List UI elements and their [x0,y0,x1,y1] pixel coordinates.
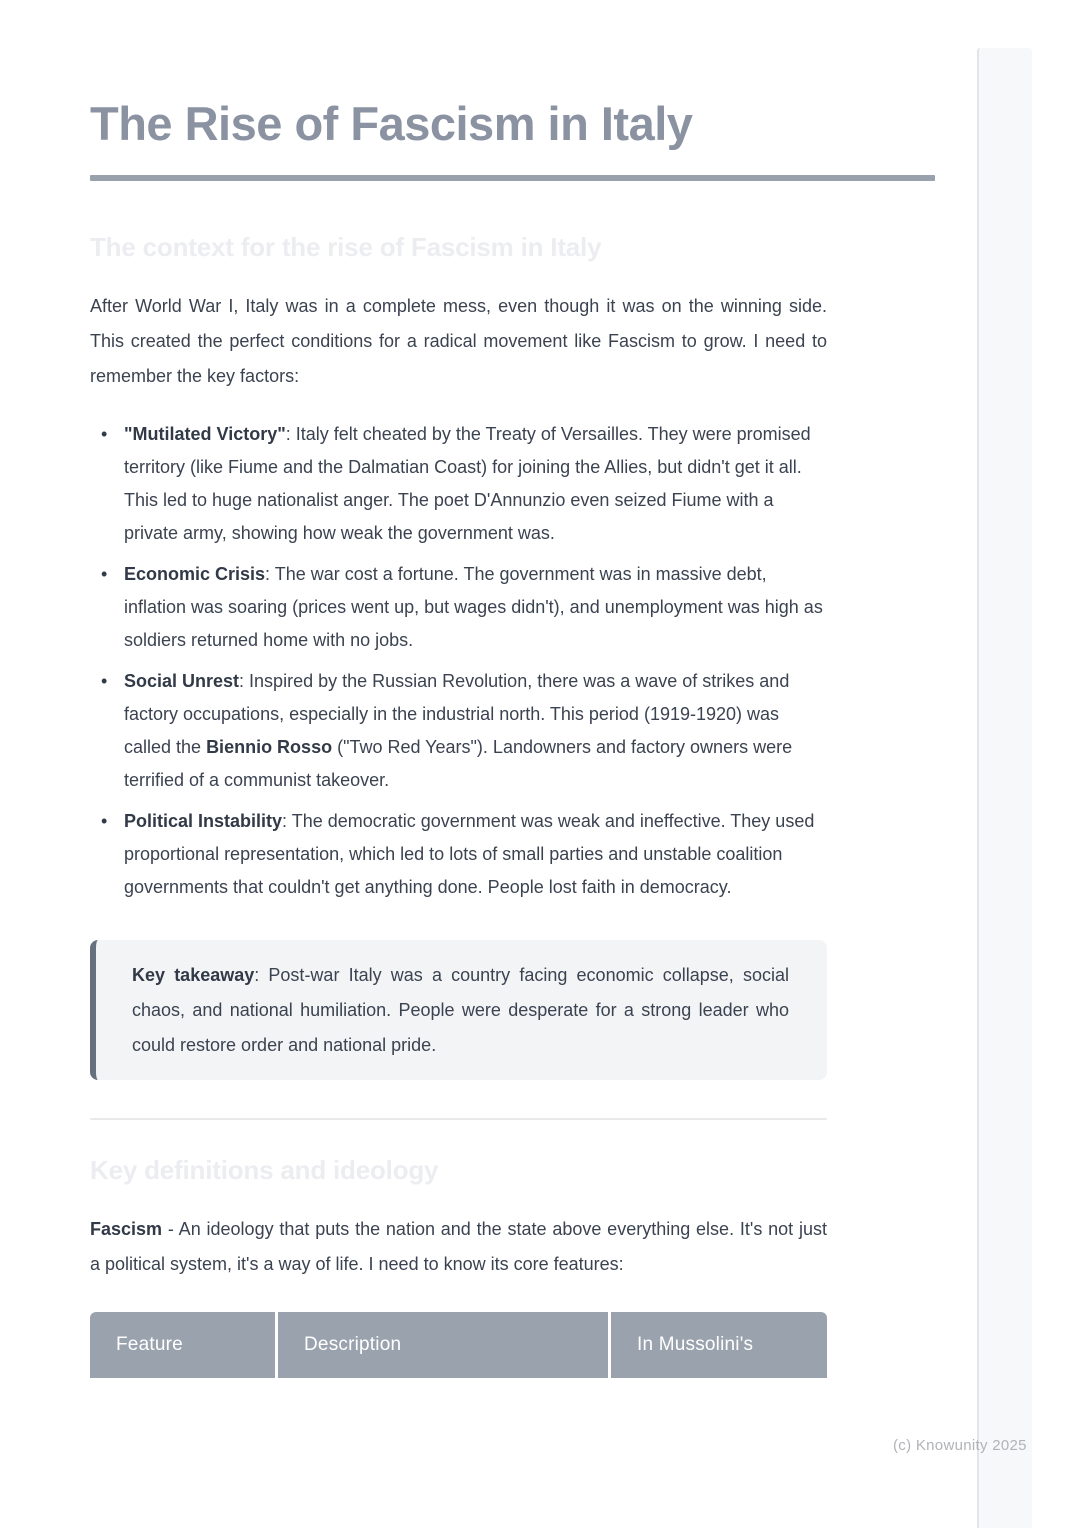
list-item [90,665,827,797]
bullet-icon: • [101,811,108,831]
list-item [90,558,827,657]
section-heading-definitions: Key definitions and ideology [90,1155,439,1185]
bullet-icon: • [101,564,108,584]
key-takeaway-callout: Key takeaway: Post-war Italy was a country facing economic collapse, social chaos, and national humiliation. People were desperate for a strong leader who could restore order and national pride. [90,940,827,1080]
copyright-watermark: (c) Knowunity 2025 [893,1437,1027,1454]
list-item-text: Political Instability: The democratic government was weak and ineffective. They used proportional representation, which led to lots of small parties and unstable coalition governments that couldn't get anything done. People lost faith in democracy. [124,811,815,897]
table-header-in-mussolinis: In Mussolini's [611,1312,827,1378]
list-item-text: Social Unrest: Inspired by the Russian Revolution, there was a wave of strikes and factory occupations, especially in the industrial north. This period (1919-1920) was called the Biennio Rosso ("Two Red Years"). Landowners and factory owners were terrified of a communist takeover. [124,671,793,790]
intro-paragraph: After World War I, Italy was in a complete mess, even though it was on the winning side. This created the perfect conditions for a radical movement like Fascism to grow. I need to remember the key factors: [90,296,827,386]
bullet-icon: • [101,424,108,444]
list-item [90,805,827,904]
factor-list [90,418,827,904]
section-heading-context: The context for the rise of Fascism in Italy [90,232,602,262]
list-item-text: "Mutilated Victory": Italy felt cheated by the Treaty of Versailles. They were promised territory (like Fiume and the Dalmatian Coast) for joining the Allies, but didn't get it all. This led to huge nationalist anger. The poet D'Annunzio even seized Fiume with a private army, showing how weak the government was. [124,424,811,543]
definition-paragraph: Fascism - An ideology that puts the nation and the state above everything else. It's not just a political system, it's a way of life. I need to know its core features: [90,1219,827,1274]
title-rule [90,175,935,181]
list-item-text: Economic Crisis: The war cost a fortune. The government was in massive debt, inflation was soaring (prices went up, but wages didn't), and unemployment was high as soldiers returned home with no jobs. [124,564,823,650]
page-title: The Rise of Fascism in Italy [90,97,693,150]
page-content [90,0,827,1378]
next-page-edge [977,48,1032,1528]
definitions-table-header [90,1312,827,1378]
section-divider [90,1118,827,1120]
list-item [90,418,827,550]
bullet-icon: • [101,671,108,691]
table-header-description: Description [278,1312,608,1378]
table-header-feature: Feature [90,1312,275,1378]
